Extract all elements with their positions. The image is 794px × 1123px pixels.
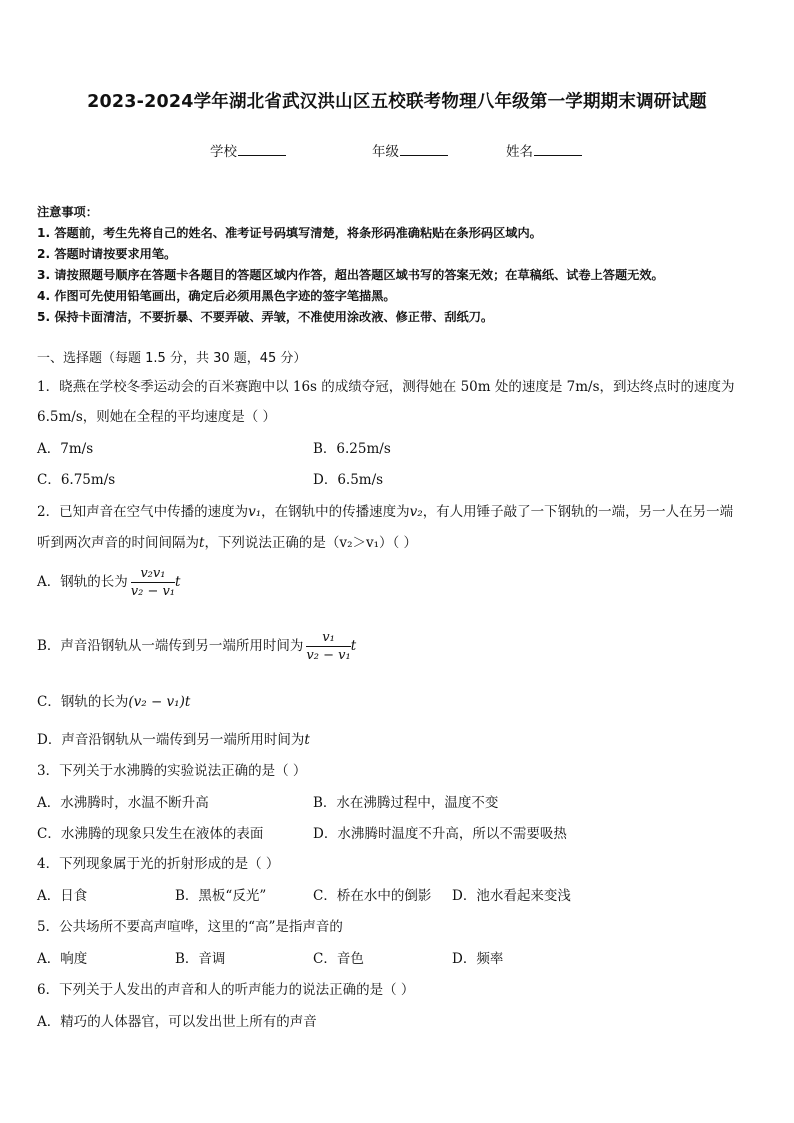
q2-option-b: B．声音沿钢轨从一端传到另一端所用时间为 $\frac{\text{v₁}}{\text{v₂ − v₁}}$ t <box>37 630 357 663</box>
q4-option-b: B．黑板“反光” <box>175 888 267 904</box>
q1-option-a: A．7m/s <box>37 441 94 457</box>
q3-option-c: C．水沸腾的现象只发生在液体的表面 <box>37 826 264 842</box>
q4-option-a: A．日食 <box>37 888 88 904</box>
fraction: $\frac{\text{v₂v₁}}{\text{v₂ − v₁}}$ <box>130 566 176 599</box>
notice-item: 5. 保持卡面清洁，不要折暴、不要弄破、弄皱，不准使用涂改液、修正带、刮纸刀。 <box>37 310 494 324</box>
grade-blank <box>400 142 448 156</box>
q2-option-a: A．钢轨的长为 $\frac{\text{v₂v₁}}{\text{v₂ − v₁}}$ t <box>37 566 181 599</box>
name-field <box>506 140 582 160</box>
name-label: 姓名 <box>506 144 533 160</box>
notice-block <box>37 202 664 328</box>
notice-heading: 注意事项： <box>37 205 98 219</box>
q5-option-d: D．频率 <box>452 951 504 967</box>
name-blank <box>534 142 582 156</box>
q1-option-c: C．6.75m/s <box>37 472 116 488</box>
question-1-stem: 1．晓燕在学校冬季运动会的百米赛跑中以 16s 的成绩夺冠，测得她在 50m 处的速度是 7m/s，到达终点时的速度为 <box>37 379 735 395</box>
q1-option-d: D．6.5m/s <box>313 472 384 488</box>
notice-item: 1. 答题前，考生先将自己的姓名、准考证号码填写清楚，将条形码准确粘贴在条形码区域内。 <box>37 226 542 240</box>
section-title: 一、选择题（每题 1.5 分，共 30 题，45 分） <box>37 351 307 366</box>
question-1-stem-cont: 6.5m/s，则她在全程的平均速度是（ ） <box>37 409 277 425</box>
grade-label: 年级 <box>372 144 399 160</box>
q4-option-c: C．桥在水中的倒影 <box>313 888 432 904</box>
q5-option-c: C．音色 <box>313 951 364 967</box>
question-5-stem: 5．公共场所不要高声喧哗，这里的“高”是指声音的 <box>37 919 343 935</box>
fraction: $\frac{\text{v₁}}{\text{v₂ − v₁}}$ <box>306 630 351 663</box>
question-2-stem-cont: 听到两次声音的时间间隔为t，下列说法正确的是（v₂＞v₁）（ ） <box>37 535 418 551</box>
question-4-stem: 4．下列现象属于光的折射形成的是（ ） <box>37 856 280 872</box>
v2-symbol: v₂ <box>409 504 423 520</box>
q2-option-d: D．声音沿钢轨从一端传到另一端所用时间为t <box>37 732 310 748</box>
q3-option-a: A．水沸腾时，水温不断升高 <box>37 795 209 811</box>
v1-symbol: v₁ <box>248 504 262 520</box>
notice-item: 3. 请按照题号顺序在答题卡各题目的答题区域内作答，超出答题区域书写的答案无效；在草稿纸、试卷上答题无效。 <box>37 268 664 282</box>
grade-field <box>372 140 448 160</box>
q1-option-b: B．6.25m/s <box>313 441 391 457</box>
q2-option-c: C．钢轨的长为(v₂ − v₁)t <box>37 694 191 710</box>
question-2-stem: 2．已知声音在空气中传播的速度为v₁，在钢轨中的传播速度为v₂，有人用锤子敲了一下钢轨的一端，另一人在另一端 <box>37 504 734 520</box>
q5-option-b: B．音调 <box>175 951 226 967</box>
notice-item: 4. 作图可先使用铅笔画出，确定后必须用黑色字迹的签字笔描黑。 <box>37 289 396 303</box>
school-label: 学校 <box>210 144 237 160</box>
notice-item: 2. 答题时请按要求用笔。 <box>37 247 177 261</box>
question-6-stem: 6．下列关于人发出的声音和人的听声能力的说法正确的是（ ） <box>37 982 415 998</box>
q5-option-a: A．响度 <box>37 951 88 967</box>
school-blank <box>238 142 286 156</box>
question-3-stem: 3．下列关于水沸腾的实验说法正确的是（ ） <box>37 763 307 779</box>
page-title: 2023-2024学年湖北省武汉洪山区五校联考物理八年级第一学期期末调研试题 <box>87 92 707 112</box>
t-symbol: t <box>199 535 205 551</box>
q4-option-d: D．池水看起来变浅 <box>452 888 571 904</box>
q3-option-d: D．水沸腾时温度不升高，所以不需要吸热 <box>313 826 567 842</box>
q3-option-b: B．水在沸腾过程中，温度不变 <box>313 795 499 811</box>
school-field <box>210 140 286 160</box>
q6-option-a: A．精巧的人体器官，可以发出世上所有的声音 <box>37 1014 317 1030</box>
